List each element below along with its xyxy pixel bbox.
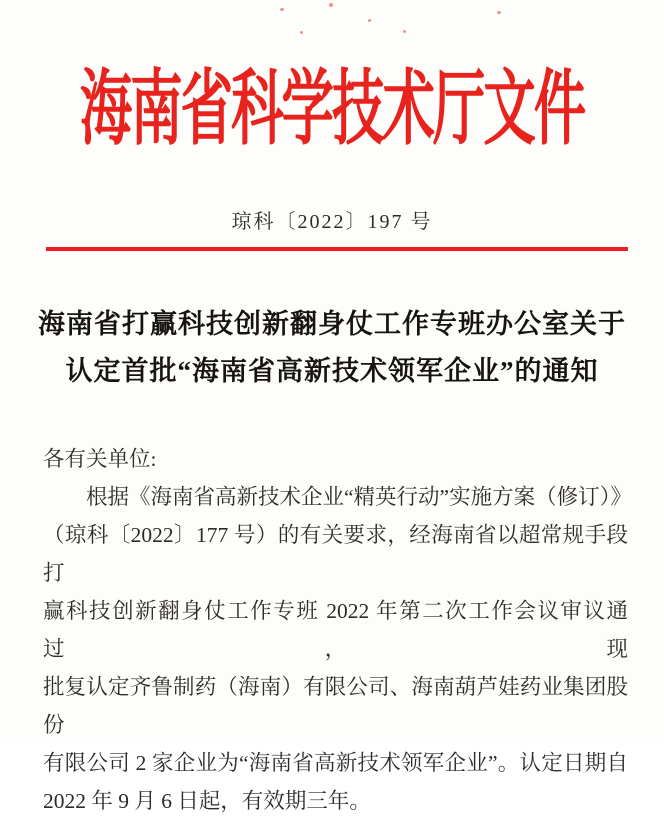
document-number: 琼科〔2022〕197 号 [231, 211, 433, 233]
scan-artifact [329, 3, 333, 7]
salutation: 各有关单位: [43, 447, 157, 471]
notice-title [18, 301, 646, 395]
body-line: 赢科技创新翻身仗工作专班 2022 年第二次工作会议审议通过，现 [43, 599, 628, 661]
agency-header [0, 44, 664, 155]
notice-title-line2: 认定首批“海南省高新技术领军企业”的通知 [65, 356, 599, 386]
scan-artifact [368, 19, 371, 22]
scan-artifact [497, 11, 501, 14]
agency-header-title: 海南省科学技术厅文件 [79, 63, 585, 155]
body-line: 有限公司 2 家企业为“海南省高新技术领军企业”。认定日期自 [43, 751, 628, 775]
scan-artifact [300, 31, 303, 34]
red-divider [46, 247, 628, 251]
body-line: 批复认定齐鲁制药（海南）有限公司、海南葫芦娃药业集团股份 [43, 675, 628, 737]
body-line: 2022 年 9 月 6 日起，有效期三年。 [43, 789, 371, 813]
scan-artifact [403, 30, 406, 33]
body-paragraph [43, 440, 632, 820]
notice-title-line1: 海南省打赢科技创新翻身仗工作专班办公室关于 [38, 309, 626, 339]
body-line: 根据《海南省高新技术企业“精英行动”实施方案（修订）》 [86, 485, 632, 509]
scan-artifact [280, 8, 284, 11]
body-line: （琼科〔2022〕177 号）的有关要求，经海南省以超常规手段打 [43, 523, 628, 585]
